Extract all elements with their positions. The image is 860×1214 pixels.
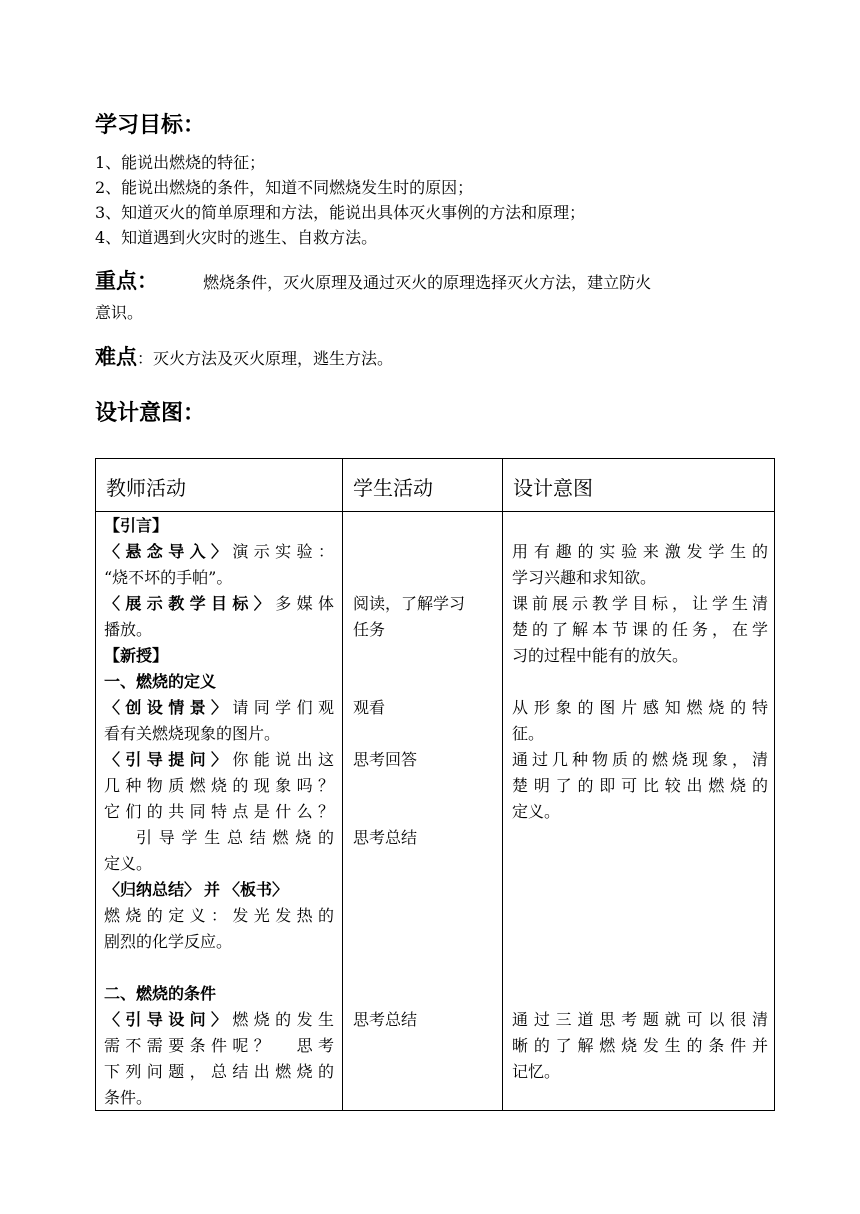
difficulty-text: ：灭火方法及灭火原理，逃生方法。 xyxy=(137,349,394,368)
design-intent-1: 用有趣的实验来激发学生的 学习兴趣和求知欲。 课前展示教学目标，让学生清 楚的了解本节课的任务，在学 习的过程中能有的放矢。 xyxy=(512,542,768,665)
design-intent-2: 从形象的图片感知燃烧的特 征。 通过几种物质的燃烧现象，清 楚明了的即可比较出燃烧的 定义。 xyxy=(512,698,768,821)
header-student: 学生活动 xyxy=(353,476,433,500)
student-activity-4: 思考总结 xyxy=(353,828,418,847)
key-point-text-cont: 意识。 xyxy=(95,303,144,322)
goal-item: 2、能说出燃烧的条件，知道不同燃烧发生时的原因； xyxy=(95,178,474,197)
design-intent-3: 通过三道思考题就可以很清 晰的了解燃烧发生的条件并 记忆。 xyxy=(512,1010,768,1081)
header-design: 设计意图 xyxy=(513,476,593,500)
difficulty-label: 难点 xyxy=(95,345,137,369)
design-heading: 设计意图： xyxy=(95,401,206,426)
key-point xyxy=(95,262,775,332)
goal-item: 1、能说出燃烧的特征； xyxy=(95,153,266,172)
header-teacher: 教师活动 xyxy=(106,476,186,500)
goal-item: 4、知道遇到火灾时的逃生、自救方法。 xyxy=(95,228,378,247)
lesson-table xyxy=(95,458,775,1111)
student-activity-2: 观看 xyxy=(353,698,386,717)
student-activity-5: 思考总结 xyxy=(353,1010,418,1029)
student-activity-1: 阅读，了解学习 任务 xyxy=(353,594,466,639)
teacher-activity: 【引言】 〈悬念导入〉演示实验： “烧不坏的手帕”。 〈展示教学目标〉多媒体 播放。 【新授】 一、燃烧的定义 〈创设情景〉请同学们观 看有关燃烧现象的图片。 〈引导提问〉你能说出这 几种物质燃烧的现象吗？ 它们的共同特点是什么？ 引导学生总结燃烧的 定义。 〈归纳总结〉 并 〈板书〉 燃烧的定义：发光发热的 剧烈的化学反应。 二、燃烧的条件 〈引导设问〉燃烧的发生 需不需要条件呢？ 思考 下列问题，总结出燃烧的 条件。 xyxy=(104,516,334,1107)
goals-list xyxy=(95,150,585,250)
difficulty xyxy=(95,338,775,378)
goal-item: 3、知道灭火的简单原理和方法，能说出具体灭火事例的方法和原理； xyxy=(95,203,586,222)
key-point-text: 燃烧条件，灭火原理及通过灭火的原理选择灭火方法，建立防火 xyxy=(203,273,652,292)
key-point-label: 重点： xyxy=(95,269,158,293)
student-activity-3: 思考回答 xyxy=(353,750,418,769)
goals-heading: 学习目标： xyxy=(95,113,206,138)
